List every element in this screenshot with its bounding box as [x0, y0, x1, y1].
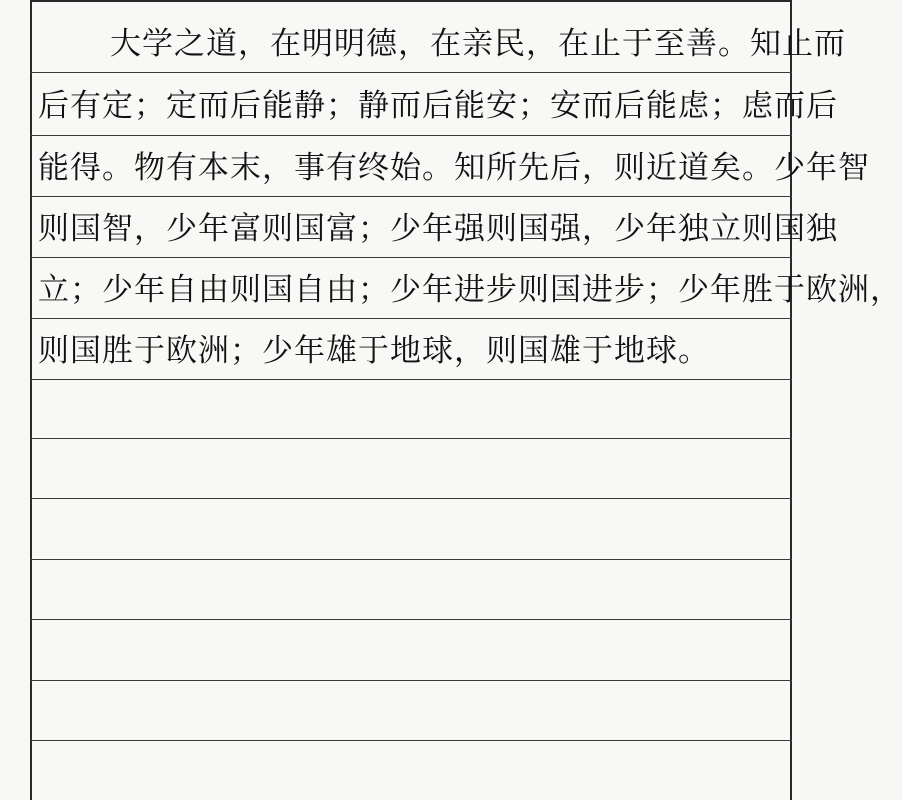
- text-line-4: 则国智，少年富则国富；少年强则国强，少年独立则国独: [38, 211, 838, 247]
- text-line-1: 大学之道，在明明德，在亲民，在止于至善。知止而: [110, 26, 846, 62]
- ruled-line: [30, 498, 792, 499]
- ruled-line: [30, 740, 792, 741]
- ruled-line: [30, 438, 792, 439]
- ruled-line: [30, 135, 792, 136]
- top-rule: [30, 0, 792, 2]
- text-line-2: 后有定；定而后能静；静而后能安；安而后能虑；虑而后: [38, 88, 838, 124]
- ruled-line: [30, 559, 792, 560]
- ruled-line: [30, 379, 792, 380]
- ruled-line: [30, 619, 792, 620]
- text-line-5: 立；少年自由则国自由；少年进步则国进步；少年胜于欧洲，: [38, 272, 902, 308]
- ruled-line: [30, 196, 792, 197]
- text-line-3: 能得。物有本末，事有终始。知所先后，则近道矣。少年智: [38, 150, 870, 186]
- ruled-line: [30, 318, 792, 319]
- ruled-line: [30, 72, 792, 73]
- ruled-line: [30, 680, 792, 681]
- ruled-line: [30, 257, 792, 258]
- text-line-6: 则国胜于欧洲；少年雄于地球，则国雄于地球。: [38, 333, 710, 369]
